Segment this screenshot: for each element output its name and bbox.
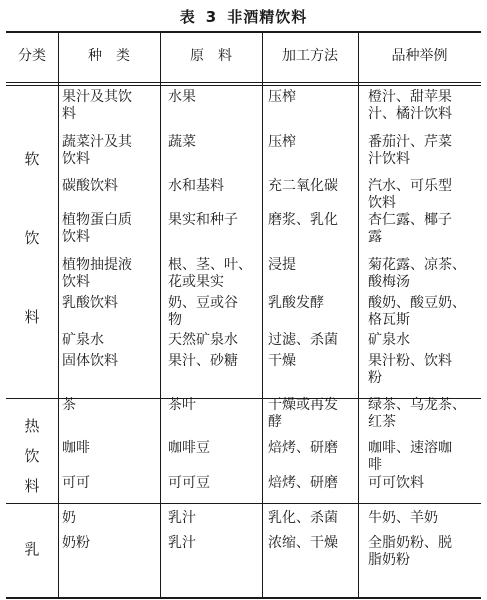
type-cell: 固体饮料	[62, 353, 118, 369]
example-cell: 汁、橘汁饮料	[368, 106, 452, 122]
method-cell: 乳化、杀菌	[268, 510, 338, 526]
material-cell: 天然矿泉水	[168, 332, 238, 348]
material-cell: 物	[168, 312, 182, 328]
example-cell: 格瓦斯	[368, 312, 410, 328]
header-cell: 分类	[18, 48, 46, 64]
table-rule	[6, 85, 481, 86]
column-divider	[262, 32, 263, 598]
table-rule	[6, 503, 481, 504]
method-cell: 酵	[268, 414, 282, 430]
example-cell: 脂奶粉	[368, 552, 410, 568]
type-cell: 碳酸饮料	[62, 178, 118, 194]
example-cell: 粉	[368, 370, 382, 386]
header-cell: 品种举例	[391, 48, 448, 64]
material-cell: 乳汁	[168, 510, 196, 526]
type-cell: 饮料	[62, 229, 90, 245]
example-cell: 果汁粉、饮料	[368, 353, 452, 369]
material-cell: 奶、豆或谷	[168, 295, 238, 311]
material-cell: 水和基料	[168, 178, 224, 194]
type-cell: 饮料	[62, 151, 90, 167]
method-cell: 干燥或再发	[268, 397, 338, 413]
material-cell: 果实和种子	[168, 212, 238, 228]
material-cell: 根、茎、叶、	[168, 257, 252, 273]
column-divider	[58, 32, 59, 598]
material-cell: 果汁、砂糖	[168, 353, 238, 369]
example-cell: 酸梅汤	[368, 274, 410, 290]
material-cell: 可可豆	[168, 475, 210, 491]
example-cell: 饮料	[368, 195, 396, 211]
example-cell: 番茄汁、芹菜	[368, 134, 452, 150]
material-cell: 水果	[168, 89, 196, 105]
example-cell: 露	[368, 229, 382, 245]
example-cell: 橙汁、甜苹果	[368, 89, 452, 105]
example-cell: 菊花露、凉茶、	[368, 257, 466, 273]
method-cell: 浓缩、干燥	[268, 535, 338, 551]
example-cell: 酸奶、酸豆奶、	[368, 295, 466, 311]
table-title-prefix: 表	[179, 8, 196, 26]
method-cell: 压榨	[268, 89, 296, 105]
column-divider	[358, 32, 359, 598]
type-cell: 奶	[62, 510, 76, 526]
method-cell: 磨浆、乳化	[268, 212, 338, 228]
category-char: 乳	[24, 540, 40, 558]
category-char: 热	[24, 417, 40, 435]
type-cell: 奶粉	[62, 535, 90, 551]
type-cell: 咖啡	[62, 440, 90, 456]
table-title	[0, 6, 487, 27]
example-cell: 全脂奶粉、脱	[368, 535, 452, 551]
type-cell: 饮料	[62, 274, 90, 290]
example-cell: 咖啡、速溶咖	[368, 440, 452, 456]
example-cell: 汁饮料	[368, 151, 410, 167]
type-cell: 可可	[62, 475, 90, 491]
type-cell: 茶	[62, 397, 76, 413]
example-cell: 杏仁露、椰子	[368, 212, 452, 228]
method-cell: 浸提	[268, 257, 296, 273]
type-cell: 料	[62, 106, 76, 122]
category-char: 饮	[24, 447, 40, 465]
type-cell: 蔬菜汁及其	[62, 134, 132, 150]
table-rule	[6, 82, 481, 83]
type-cell: 植物蛋白质	[62, 212, 132, 228]
example-cell: 矿泉水	[368, 332, 410, 348]
type-cell: 乳酸饮料	[62, 295, 118, 311]
example-cell: 啡	[368, 457, 382, 473]
material-cell: 花或果实	[168, 274, 224, 290]
type-cell: 矿泉水	[62, 332, 104, 348]
header-cell: 原 料	[190, 48, 232, 64]
category-char: 软	[24, 150, 40, 168]
type-cell: 植物抽提液	[62, 257, 132, 273]
table-rule	[6, 597, 481, 599]
type-cell: 果汁及其饮	[62, 89, 132, 105]
method-cell: 压榨	[268, 134, 296, 150]
table-title-text: 非酒精饮料	[227, 8, 308, 26]
example-cell: 牛奶、羊奶	[368, 510, 438, 526]
material-cell: 茶叶	[168, 397, 196, 413]
method-cell: 焙烤、研磨	[268, 475, 338, 491]
method-cell: 充二氧化碳	[268, 178, 338, 194]
material-cell: 乳汁	[168, 535, 196, 551]
method-cell: 焙烤、研磨	[268, 440, 338, 456]
category-char: 饮	[24, 229, 40, 247]
material-cell: 蔬菜	[168, 134, 196, 150]
category-char: 料	[24, 477, 40, 495]
example-cell: 可可饮料	[368, 475, 424, 491]
example-cell: 绿茶、乌龙茶、	[368, 397, 466, 413]
example-cell: 红茶	[368, 414, 396, 430]
method-cell: 过滤、杀菌	[268, 332, 338, 348]
method-cell: 乳酸发酵	[268, 295, 324, 311]
material-cell: 咖啡豆	[168, 440, 210, 456]
method-cell: 干燥	[268, 353, 296, 369]
example-cell: 汽水、可乐型	[368, 178, 452, 194]
header-cell: 加工方法	[282, 48, 338, 64]
table-rule	[6, 31, 481, 33]
header-cell: 种 类	[88, 48, 130, 64]
column-divider	[160, 32, 161, 598]
table-title-number: 3	[205, 8, 218, 26]
category-char: 料	[24, 308, 40, 326]
